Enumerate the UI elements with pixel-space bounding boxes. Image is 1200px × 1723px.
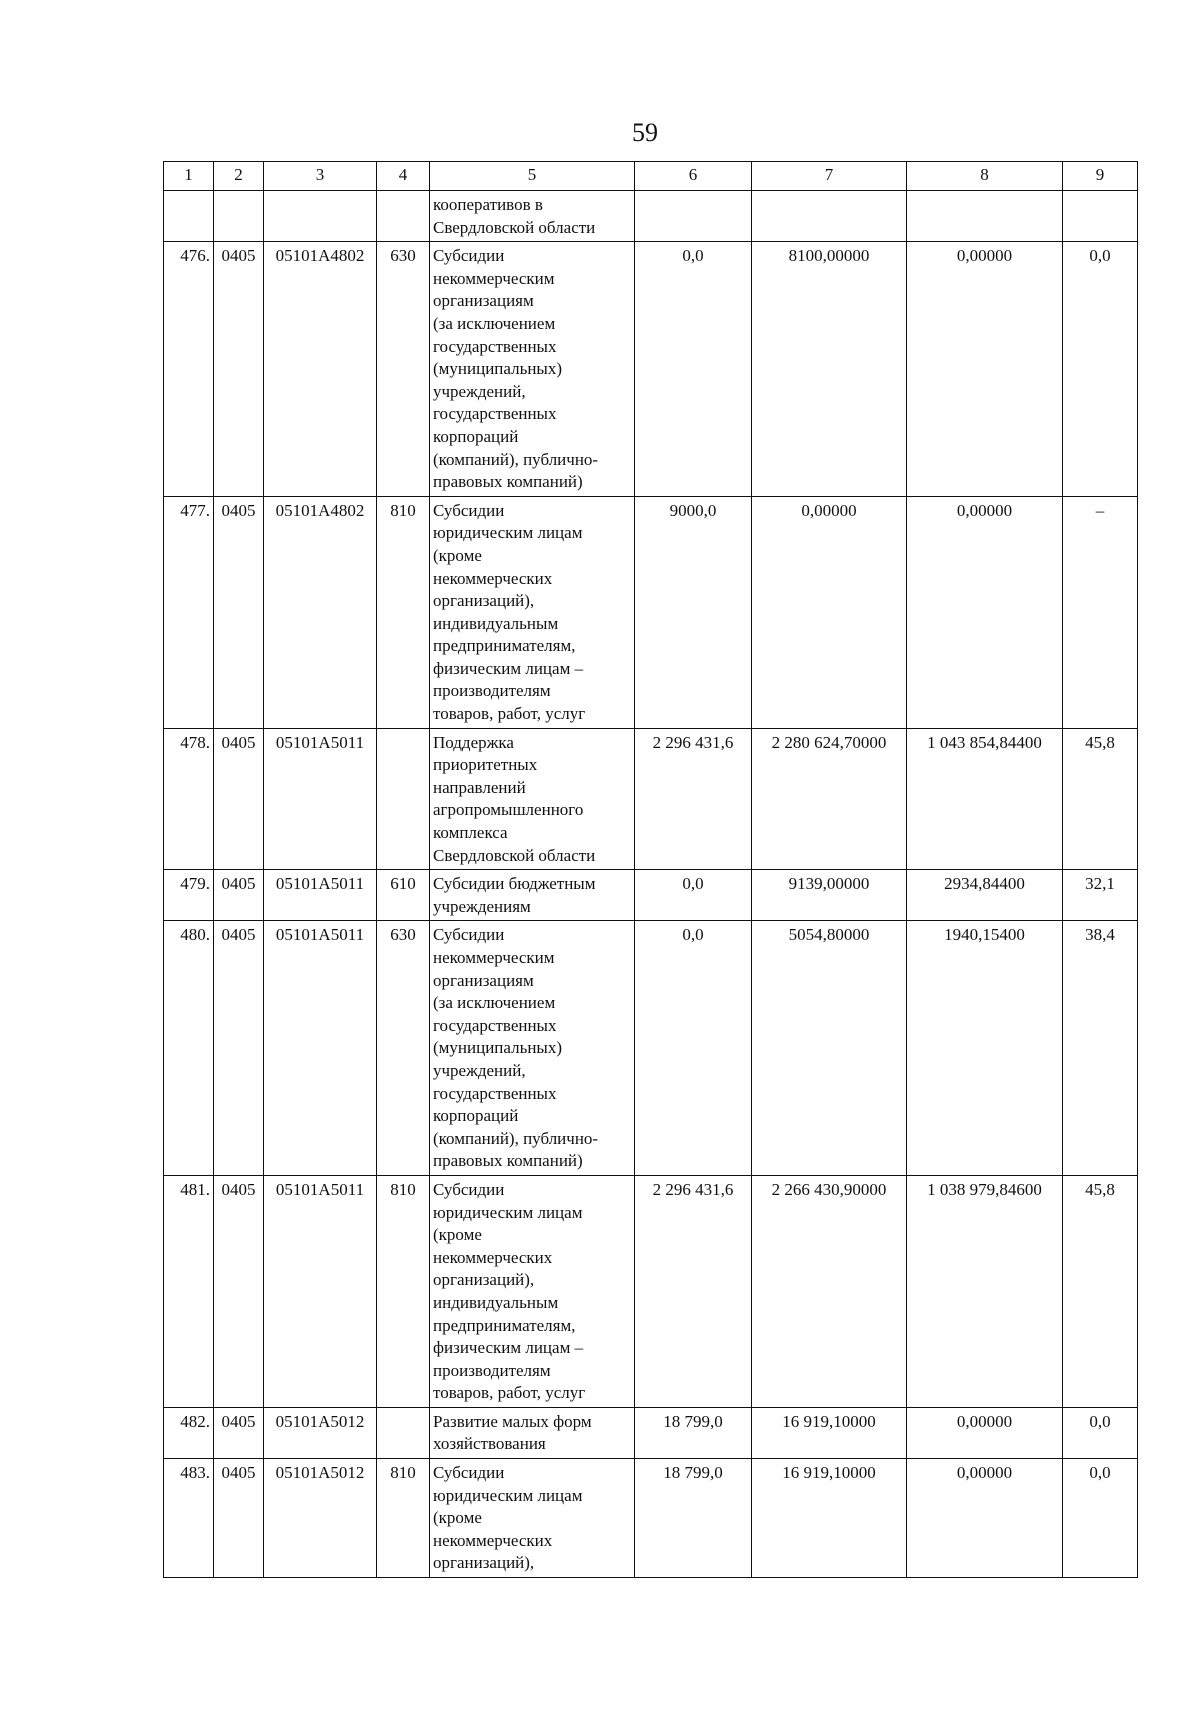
table-row <box>164 728 1138 870</box>
execution-percent: 0,0 <box>1063 1407 1138 1458</box>
item-name-line: организаций), <box>433 1270 535 1290</box>
header-col-7: 7 <box>752 162 907 191</box>
item-name-line: организаций), <box>433 1553 535 1573</box>
target-article-code: 05101A4802 <box>264 242 377 497</box>
execution-percent: 32,1 <box>1063 870 1138 921</box>
item-name-line: хозяйствования <box>433 1434 546 1454</box>
item-name-line: государственных <box>433 1083 557 1103</box>
item-name-line: (за исключением <box>433 993 556 1013</box>
item-name-line: организациям <box>433 970 534 990</box>
item-name-line: Субсидии <box>433 246 505 266</box>
execution-percent: 45,8 <box>1063 728 1138 870</box>
planned-amount: 0,0 <box>635 870 752 921</box>
expense-type-code <box>377 191 430 242</box>
item-name-line: государственных <box>433 404 557 424</box>
execution-percent <box>1063 191 1138 242</box>
table-row <box>164 1175 1138 1407</box>
table-row <box>164 1459 1138 1578</box>
item-name-line: производителям <box>433 1360 551 1380</box>
planned-amount: 18 799,0 <box>635 1459 752 1578</box>
table-row <box>164 191 1138 242</box>
expense-type-code: 610 <box>377 870 430 921</box>
item-name-line: предпринимателям, <box>433 636 576 656</box>
item-name-line: направлений <box>433 777 526 797</box>
item-name-line: приоритетных <box>433 755 538 775</box>
planned-amount: 2 296 431,6 <box>635 728 752 870</box>
table-row <box>164 242 1138 497</box>
approved-amount: 5054,80000 <box>752 921 907 1176</box>
approved-amount: 16 919,10000 <box>752 1407 907 1458</box>
executed-amount: 1 043 854,84400 <box>907 728 1063 870</box>
item-name-line: индивидуальным <box>433 1292 559 1312</box>
item-name-line: кооперативов в <box>433 195 543 214</box>
expense-type-code: 810 <box>377 496 430 728</box>
section-code: 0405 <box>214 1175 264 1407</box>
item-name-line: некоммерческим <box>433 948 555 967</box>
item-name-line: товаров, работ, услуг <box>433 704 586 724</box>
item-name <box>430 1407 635 1458</box>
table-row <box>164 870 1138 921</box>
item-name-line: (компаний), публично- <box>433 449 599 469</box>
item-name-line: учреждений, <box>433 1060 526 1080</box>
item-name-line: предпринимателям, <box>433 1315 576 1335</box>
item-name <box>430 1175 635 1407</box>
item-name-line: правовых компаний) <box>433 472 583 492</box>
planned-amount: 0,0 <box>635 242 752 497</box>
item-name-line: учреждений, <box>433 381 526 401</box>
expense-type-code: 810 <box>377 1459 430 1578</box>
execution-percent: – <box>1063 496 1138 728</box>
header-col-8: 8 <box>907 162 1063 191</box>
item-name-line: юридическим лицам <box>433 523 583 543</box>
item-name-line: (за исключением <box>433 313 556 333</box>
planned-amount: 0,0 <box>635 921 752 1176</box>
section-code: 0405 <box>214 1407 264 1458</box>
item-name-line: юридическим лицам <box>433 1485 583 1505</box>
row-number <box>164 191 214 242</box>
executed-amount: 2934,84400 <box>907 870 1063 921</box>
row-number: 483. <box>164 1459 214 1578</box>
header-col-4: 4 <box>377 162 430 191</box>
item-name-line: физическим лицам – <box>433 658 584 678</box>
expense-type-code <box>377 728 430 870</box>
header-col-2: 2 <box>214 162 264 191</box>
target-article-code: 05101A4802 <box>264 496 377 728</box>
budget-table <box>163 161 1138 1578</box>
item-name <box>430 191 635 242</box>
executed-amount: 0,00000 <box>907 242 1063 497</box>
row-number: 479. <box>164 870 214 921</box>
item-name-line: (кроме <box>433 1225 482 1245</box>
table-body <box>164 191 1138 1578</box>
item-name-line: некоммерческим <box>433 268 555 288</box>
planned-amount: 2 296 431,6 <box>635 1175 752 1407</box>
planned-amount: 18 799,0 <box>635 1407 752 1458</box>
executed-amount: 0,00000 <box>907 496 1063 728</box>
item-name <box>430 242 635 497</box>
target-article-code: 05101A5012 <box>264 1459 377 1578</box>
item-name-line: корпораций <box>433 1106 519 1126</box>
row-number: 478. <box>164 728 214 870</box>
table-header-row <box>164 162 1138 191</box>
item-name-line: Субсидии <box>433 1179 505 1199</box>
item-name-line: Субсидии бюджетным <box>433 874 596 894</box>
expense-type-code: 630 <box>377 921 430 1176</box>
item-name-line: агропромышленного <box>433 800 584 820</box>
header-col-9: 9 <box>1063 162 1138 191</box>
item-name-line: Свердловской области <box>433 845 596 865</box>
section-code: 0405 <box>214 870 264 921</box>
item-name-line: (муниципальных) <box>433 1038 563 1058</box>
item-name-line: некоммерческих <box>433 568 553 588</box>
item-name <box>430 496 635 728</box>
item-name-line: организаций), <box>433 591 535 611</box>
section-code: 0405 <box>214 728 264 870</box>
planned-amount <box>635 191 752 242</box>
item-name <box>430 1459 635 1578</box>
item-name-line: (кроме <box>433 545 482 565</box>
row-number: 476. <box>164 242 214 497</box>
item-name-line: Субсидии <box>433 500 505 520</box>
item-name-line: (муниципальных) <box>433 359 563 379</box>
approved-amount: 0,00000 <box>752 496 907 728</box>
item-name-line: Свердловской области <box>433 217 596 237</box>
execution-percent: 45,8 <box>1063 1175 1138 1407</box>
item-name <box>430 728 635 870</box>
approved-amount: 8100,00000 <box>752 242 907 497</box>
target-article-code: 05101A5011 <box>264 728 377 870</box>
target-article-code: 05101A5011 <box>264 1175 377 1407</box>
item-name-line: производителям <box>433 681 551 701</box>
table-row <box>164 496 1138 728</box>
execution-percent: 0,0 <box>1063 242 1138 497</box>
section-code: 0405 <box>214 1459 264 1578</box>
item-name-line: некоммерческих <box>433 1530 553 1550</box>
row-number: 480. <box>164 921 214 1176</box>
header-col-5: 5 <box>430 162 635 191</box>
section-code <box>214 191 264 242</box>
executed-amount: 0,00000 <box>907 1407 1063 1458</box>
section-code: 0405 <box>214 242 264 497</box>
header-col-1: 1 <box>164 162 214 191</box>
planned-amount: 9000,0 <box>635 496 752 728</box>
item-name-line: (компаний), публично- <box>433 1128 599 1148</box>
executed-amount: 1940,15400 <box>907 921 1063 1176</box>
approved-amount: 2 280 624,70000 <box>752 728 907 870</box>
item-name-line: некоммерческих <box>433 1247 553 1267</box>
target-article-code: 05101A5011 <box>264 921 377 1176</box>
item-name-line: Субсидии <box>433 925 505 945</box>
item-name-line: государственных <box>433 1015 557 1035</box>
item-name-line: организациям <box>433 291 534 311</box>
expense-type-code <box>377 1407 430 1458</box>
item-name <box>430 870 635 921</box>
item-name-line: Поддержка <box>433 732 514 752</box>
executed-amount: 0,00000 <box>907 1459 1063 1578</box>
row-number: 481. <box>164 1175 214 1407</box>
header-col-6: 6 <box>635 162 752 191</box>
target-article-code: 05101A5012 <box>264 1407 377 1458</box>
item-name-line: комплекса <box>433 823 508 843</box>
expense-type-code: 810 <box>377 1175 430 1407</box>
item-name-line: юридическим лицам <box>433 1202 583 1222</box>
expense-type-code: 630 <box>377 242 430 497</box>
executed-amount: 1 038 979,84600 <box>907 1175 1063 1407</box>
row-number: 482. <box>164 1407 214 1458</box>
item-name-line: индивидуальным <box>433 613 559 633</box>
row-number: 477. <box>164 496 214 728</box>
item-name-line: физическим лицам – <box>433 1338 584 1358</box>
item-name <box>430 921 635 1176</box>
target-article-code: 05101A5011 <box>264 870 377 921</box>
item-name-line: Развитие малых форм <box>433 1411 592 1431</box>
page-number: 59 <box>632 118 658 147</box>
item-name-line: учреждениям <box>433 896 531 916</box>
header-col-3: 3 <box>264 162 377 191</box>
item-name-line: государственных <box>433 336 557 356</box>
item-name-line: правовых компаний) <box>433 1151 583 1171</box>
table-row <box>164 1407 1138 1458</box>
item-name-line: Субсидии <box>433 1463 505 1483</box>
item-name-line: корпораций <box>433 426 519 446</box>
approved-amount: 16 919,10000 <box>752 1459 907 1578</box>
executed-amount <box>907 191 1063 242</box>
approved-amount: 9139,00000 <box>752 870 907 921</box>
approved-amount <box>752 191 907 242</box>
approved-amount: 2 266 430,90000 <box>752 1175 907 1407</box>
section-code: 0405 <box>214 921 264 1176</box>
section-code: 0405 <box>214 496 264 728</box>
item-name-line: (кроме <box>433 1508 482 1528</box>
execution-percent: 38,4 <box>1063 921 1138 1176</box>
item-name-line: товаров, работ, услуг <box>433 1383 586 1403</box>
execution-percent: 0,0 <box>1063 1459 1138 1578</box>
table-row <box>164 921 1138 1176</box>
target-article-code <box>264 191 377 242</box>
